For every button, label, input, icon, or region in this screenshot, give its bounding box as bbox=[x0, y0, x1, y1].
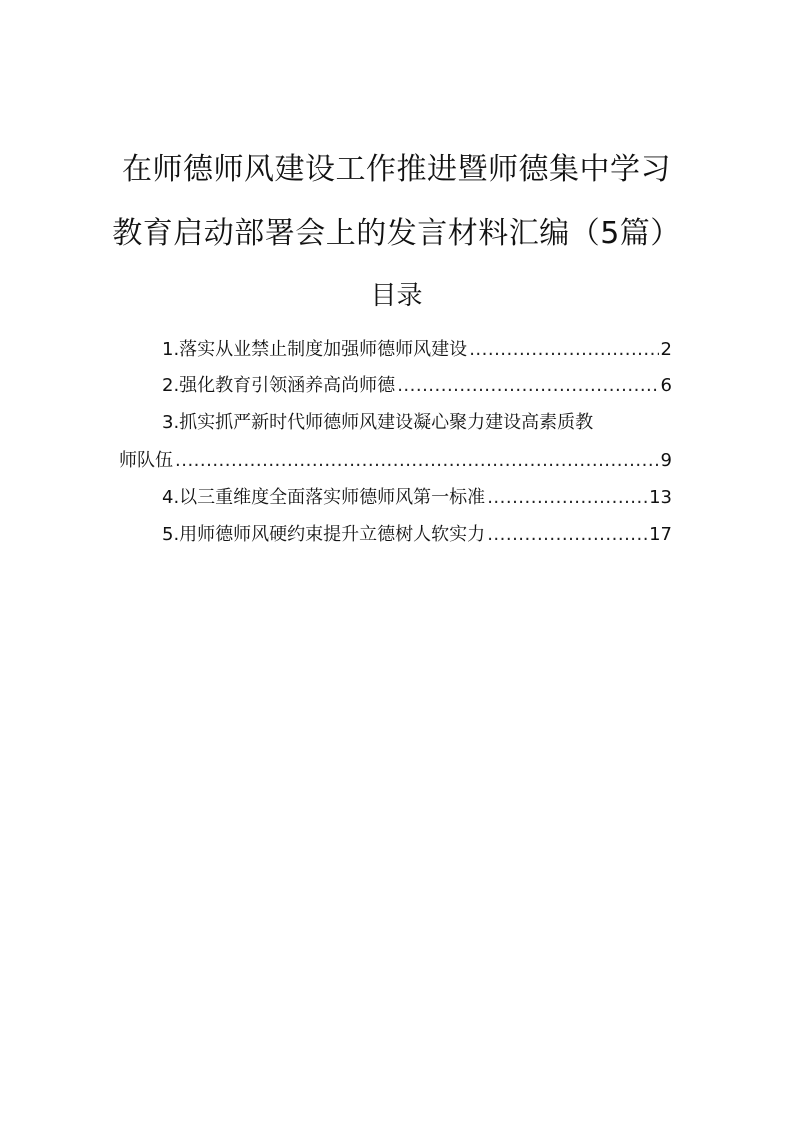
toc-page-number: 17 bbox=[649, 524, 672, 545]
toc-entry-3-line-2[interactable] bbox=[119, 449, 672, 473]
toc-leader-dots bbox=[487, 523, 647, 547]
toc-entry-3-line-1[interactable] bbox=[162, 411, 682, 435]
toc-entry-text: 2.强化教育引领涵养高尚师德 bbox=[162, 375, 396, 396]
document-title-line-2: 教育启动部署会上的发言材料汇编（5篇） bbox=[112, 216, 681, 251]
toc-page-number: 2 bbox=[660, 339, 672, 360]
toc-entry-4[interactable] bbox=[162, 486, 672, 510]
toc-entry-text: 3.抓实抓严新时代师德师风建设凝心聚力建设高素质教 bbox=[162, 412, 594, 433]
document-title-line-1: 在师德师风建设工作推进暨师德集中学习 bbox=[122, 152, 671, 187]
toc-entry-5[interactable] bbox=[162, 523, 672, 547]
toc-entry-text: 4.以三重维度全面落实师德师风第一标准 bbox=[162, 487, 486, 508]
toc-leader-dots bbox=[397, 374, 658, 398]
toc-page-number: 6 bbox=[660, 375, 672, 396]
toc-entry-text: 5.用师德师风硬约束提升立德树人软实力 bbox=[162, 524, 486, 545]
toc-page-number: 13 bbox=[649, 487, 672, 508]
toc-entry-2[interactable] bbox=[162, 374, 672, 398]
toc-leader-dots bbox=[175, 449, 659, 473]
toc-leader-dots bbox=[469, 338, 658, 362]
toc-heading: 目录 bbox=[370, 281, 423, 311]
toc-leader-dots bbox=[487, 486, 647, 510]
toc-page-number: 9 bbox=[660, 450, 672, 471]
toc-entry-text: 师队伍 bbox=[119, 450, 173, 471]
toc-entry-text: 1.落实从业禁止制度加强师德师风建设 bbox=[162, 339, 468, 360]
toc-entry-1[interactable] bbox=[162, 338, 672, 362]
